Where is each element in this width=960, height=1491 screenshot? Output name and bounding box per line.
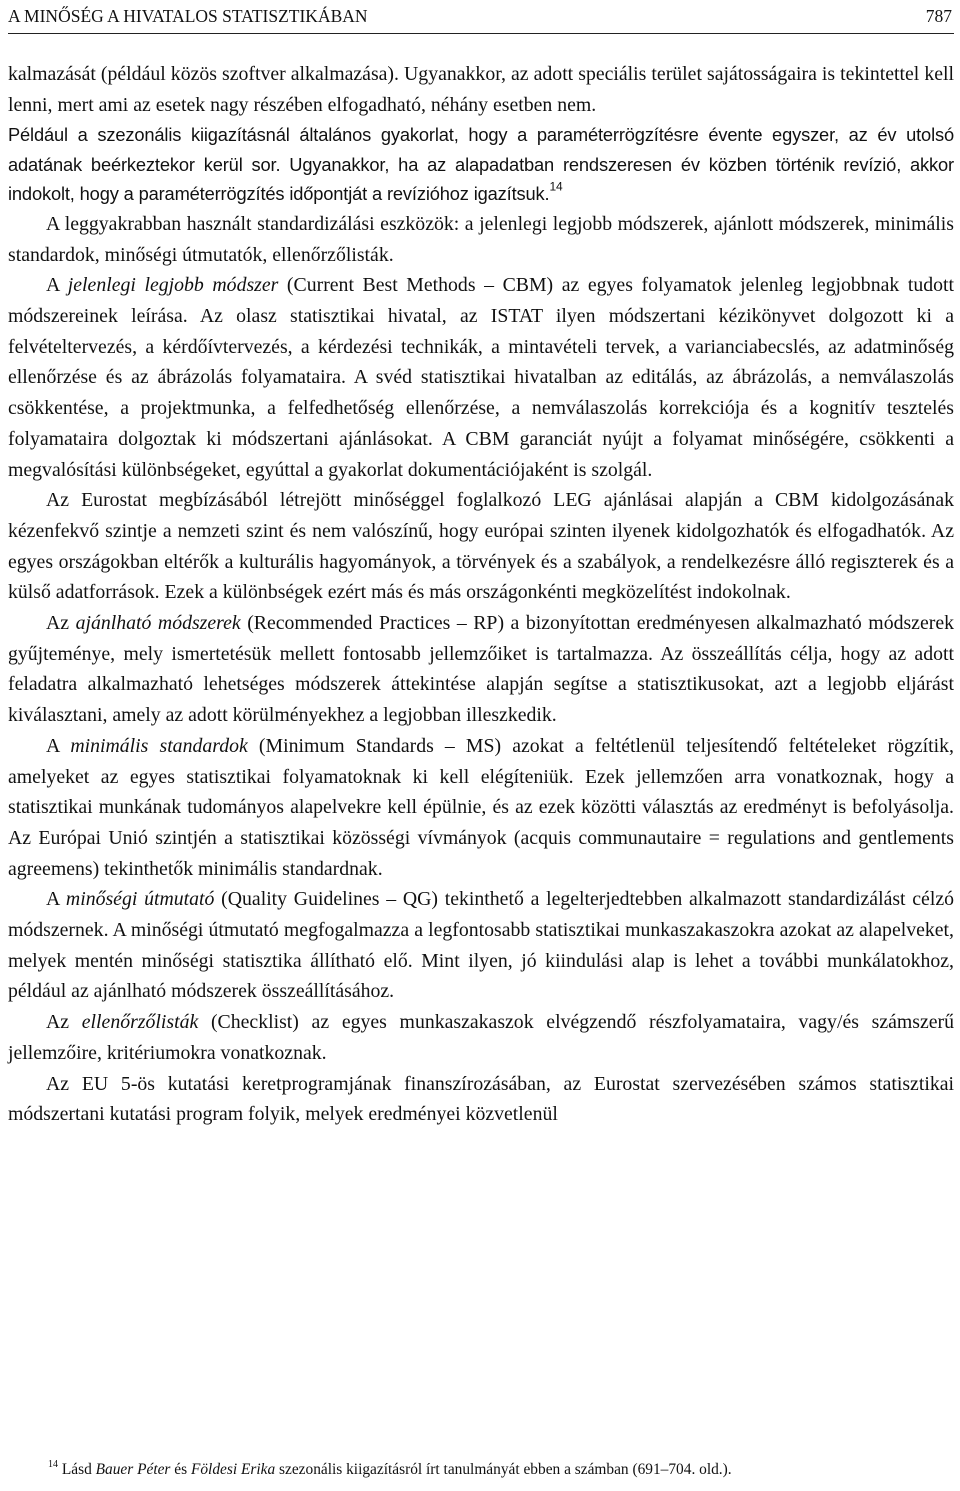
text-run: Lásd: [58, 1461, 96, 1478]
term-ms: minimális standardok: [70, 734, 248, 757]
footnote-ref: 14: [549, 179, 563, 194]
text-run: A: [46, 888, 66, 911]
term-cbm: jelenlegi legjobb módszer: [67, 274, 279, 297]
paragraph-text: A leggyakrabban használt standardizálási eszközök: a jelenlegi legjobb módszerek, ajánlott módszerek, minimális standardok, minőségi útmutatók, ellenőrzőlisták.: [8, 212, 954, 266]
text-run: Az: [46, 1011, 82, 1034]
text-run: (Recommended Practices – RP) a bizonyítottan eredményesen alkalmazható módszerek gyűjteménye, mely ismertetésük mellett fontosabb jellemzőiket is tartalmazza. Az összeállítás célja, hogy az adott feladatra alkalmazható lehetséges módszerek áttekintése alapján segítse a statisztikusokat, azt a legjobb eljárást kiválasztani, amely az adott körülményekhez a legjobban illeszkedik.: [8, 612, 954, 727]
term-rp: ajánlható módszerek: [75, 612, 241, 635]
paragraph-standardization-tools: [8, 209, 954, 270]
paragraph-eurostat-leg: [8, 485, 954, 608]
paragraph-text: Például a szezonális kiigazításnál általános gyakorlat, hogy a paraméterrögzítésre évente egyszer, az év utolsó adatának beérkeztekor kerül sor. Ugyanakkor, ha az alapadatban rendszeresen év közben történik revízió, akkor indokolt, hogy a paraméterrögzítés időpontját a revízióhoz igazítsuk.: [8, 124, 954, 205]
text-run: Az: [46, 612, 76, 635]
text-run: és: [170, 1461, 191, 1478]
text-run: (Quality Guidelines – QG) tekinthető a legelterjedtebben alkalmazott standardizálást célzó módszernek. A minőségi útmutató megfogalmazza a legfontosabb statisztikai munkaszakaszokra azokat az alapelveket, melyek mentén minőségi statisztika állítható elő. Mint ilyen, jó kiindulási alap is lehet a további munkálatokhoz, például az ajánlható módszerek összeállításához.: [8, 888, 954, 1003]
footnote-author: Bauer Péter: [95, 1461, 171, 1478]
paragraph-checklist: [8, 1007, 954, 1068]
footnote-author: Földesi Erika: [190, 1461, 276, 1478]
text-run: (Minimum Standards – MS) azokat a feltétlenül teljesítendő feltételeket rögzítik, amelyeket az egyes statisztikai folyamatoknak ki kell elégíteniük. Ezek jellemzően arra vonatkoznak, hogy a statisztikai munkának tudományos alapelvekre kell épülnie, és az ezek közötti választás az eredményt is befolyásolja. Az Európai Unió szintjén a statisztikai közösségi vívmányok (acquis communautaire = regulations and gentlements agreemens) tekinthetők minimális standardnak.: [8, 734, 955, 880]
footnote: [48, 1459, 948, 1481]
paragraph-qg: [8, 884, 954, 1007]
text-run: (Current Best Methods – CBM) az egyes folyamatok jelenleg legjobbnak tudott módszereinek leírása. Az olasz statisztikai hivatal, az ISTAT ilyen módszertani kézikönyvet dolgozott ki a felvételtervezés, a kérdőívtervezés, a kérdezési technikák, a mintavételi tervek, a varianciabecslés, az adatminőség ellenőrzése és az ábrázolás folyamataira. A svéd statisztikai hivatalban az editálás, az ábrázolás, a nemválaszolás csökkentése, a projektmunka, a felfedhetőség ellenőrzése, a nemválaszolás korrekciója és a kognitív tesztelés folyamataira dolgoztak ki módszertani ajánlásokat. A CBM garanciát nyújt a folyamat minőségére, csökkenti a megvalósítási különbségeket, egyúttal a gyakorlat dokumentációjaként is szolgál.: [8, 274, 954, 481]
paragraph-cbm: [8, 270, 954, 485]
paragraph-text: kalmazását (például közös szoftver alkalmazása). Ugyanakkor, az adott speciális terület sajátosságaira is tekintettel kell lenni, mert ami az esetek nagy részében elfogadható, néhány esetben nem.: [8, 63, 954, 116]
text-run: A: [46, 734, 71, 757]
footnote-number: 14: [48, 1459, 58, 1470]
body-text: [8, 59, 954, 1130]
page-header: [8, 2, 954, 34]
term-qg: minőségi útmutató: [65, 888, 215, 911]
running-title: A MINŐSÉG A HIVATALOS STATISZTIKÁBAN: [8, 6, 368, 26]
paragraph-text: Az Eurostat megbízásából létrejött minőséggel foglalkozó LEG ajánlásai alapján a CBM kidolgozásának kézenfekvő szintje a nemzeti szint és nem valószínű, hogy európai szinten ilyenek kidolgozhatók és elfogadhatók. Az egyes országokban eltérők a kulturális hagyományok, a törvények és a szabályok, a rendelkezésre álló regiszterek és a külső adatforrások. Ezek a különbségek ezért más és más országonkénti megközelítést indokolnak.: [8, 489, 954, 604]
paragraph-text: Az EU 5-ös kutatási keretprogramjának finanszírozásában, az Eurostat szervezésében számos statisztikai módszertani kutatási program folyik, melyek eredményei közvetlenül: [8, 1072, 954, 1126]
paragraph-ms: [8, 731, 954, 885]
paragraph-continued: [8, 59, 954, 120]
text-run: A: [46, 274, 68, 297]
paragraph-sans-block: [8, 120, 954, 209]
term-checklist: ellenőrzőlisták: [81, 1011, 199, 1034]
text-run: szezonális kiigazításról írt tanulmányát ebben a számban (691–704. old.).: [275, 1461, 732, 1478]
paragraph-eu-research: [8, 1069, 954, 1130]
page-number: 787: [925, 6, 952, 26]
text-run: (Checklist) az egyes munkaszakaszok elvégzendő részfolyamataira, vagy/és számszerű jellemzőire, kritériumokra vonatkoznak.: [8, 1011, 955, 1064]
paragraph-rp: [8, 608, 954, 731]
